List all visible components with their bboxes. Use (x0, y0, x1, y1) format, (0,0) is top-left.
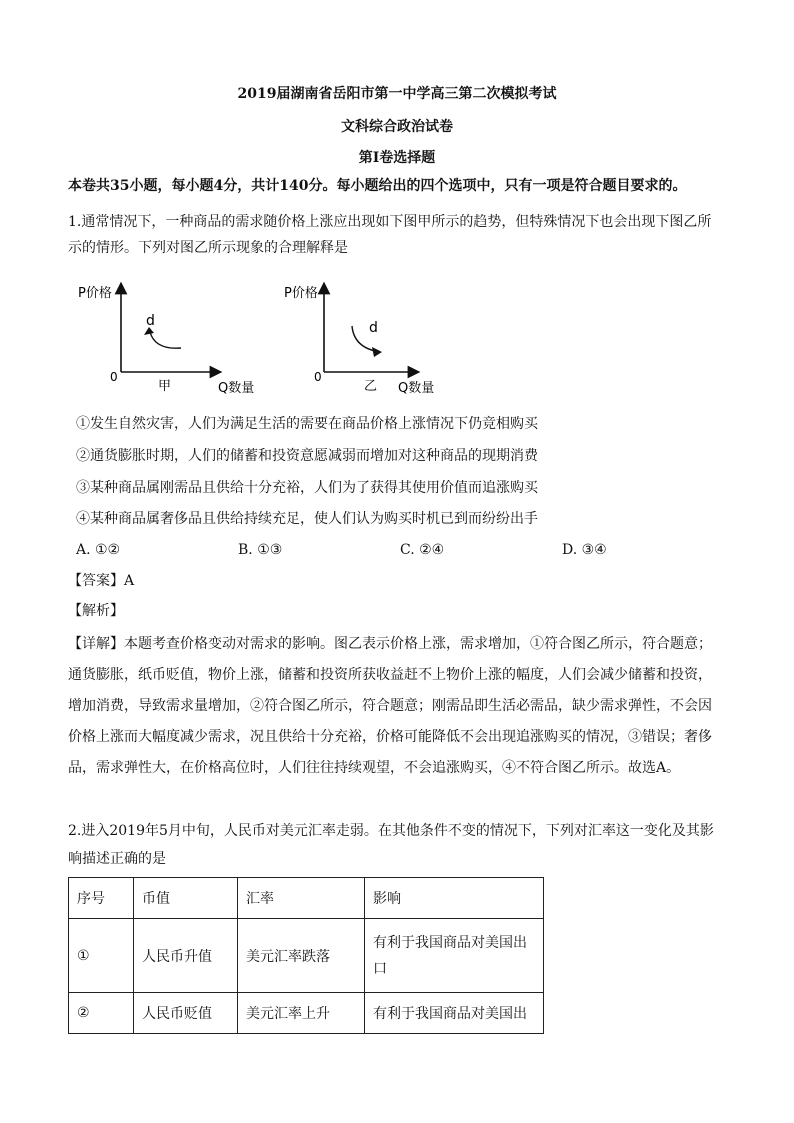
curve-arrow (372, 347, 382, 357)
x-axis-label: Q数量 (218, 381, 255, 396)
q1-stem-line1: 1.通常情况下，一种商品的需求随价格上涨应出现如下图甲所示的趋势，但特殊情况下也会出现下图乙所 (68, 214, 712, 230)
table-cell: ② (69, 993, 134, 1034)
table-header-row (69, 878, 544, 919)
demand-curve (150, 332, 181, 348)
q1-explain-line3: 增加消费，导致需求量增加，②符合图乙所示，符合题意；刚需品即生活必需品，缺少需求弹性，不会因 (68, 698, 712, 714)
q1-statement-2: ②通货膨胀时期，人们的储蓄和投资意愿减弱而增加对这种商品的现期消费 (76, 448, 538, 464)
q1-statement-4: ④某种商品属奢侈品且供给持续充足，使人们认为购买时机已到而纷纷出手 (76, 511, 538, 527)
table-row (69, 919, 544, 993)
header-cell: 影响 (365, 878, 544, 919)
table-cell: 美元汇率跌落 (238, 919, 365, 993)
table-row (69, 993, 544, 1034)
table-cell: ① (69, 919, 134, 993)
header-cell: 汇率 (238, 878, 365, 919)
graph-name: 乙 (364, 379, 378, 394)
q2-stem-line2: 响描述正确的是 (68, 851, 166, 867)
table-cell: 美元汇率上升 (238, 993, 365, 1034)
q1-answer: 【答案】A (68, 573, 135, 589)
q1-option-d: D. ③④ (562, 542, 607, 558)
cell-text-line: 口 (373, 960, 387, 977)
table-cell: 人民币升值 (134, 919, 238, 993)
q1-statement-1: ①发生自然灾害，人们为满足生活的需要在商品价格上涨情况下仍竞相购买 (76, 416, 538, 432)
q1-option-b: B. ①③ (238, 542, 283, 558)
exam-subtitle: 文科综合政治试卷 (341, 119, 453, 135)
q1-option-a: A. ①② (76, 542, 121, 558)
origin-label: 0 (314, 370, 322, 384)
header-cell: 序号 (69, 878, 134, 919)
header-cell: 币值 (134, 878, 238, 919)
instructions: 本卷共35小题，每小题4分，共计140分。每小题给出的四个选项中，只有一项是符合题目要求的。 (68, 178, 687, 194)
q2-stem-line1: 2.进入2019年5月中旬，人民币对美元汇率走弱。在其他条件不变的情况下，下列对汇率这一变化及其影 (68, 823, 714, 839)
q1-explain-line2: 通货膨胀，纸币贬值，物价上涨，储蓄和投资所获收益赶不上物价上涨的幅度，人们会减少储蓄和投资， (68, 667, 712, 683)
y-axis-label: P价格 (284, 286, 318, 301)
section-title: 第Ⅰ卷选择题 (358, 150, 436, 166)
graph-yi (284, 280, 460, 400)
origin-label: 0 (110, 370, 118, 384)
table-cell: 人民币贬值 (134, 993, 238, 1034)
q1-explain-line1: 【详解】本题考查价格变动对需求的影响。图乙表示价格上涨，需求增加，①符合图乙所示，符合题意； (68, 636, 712, 652)
q1-explain-line5: 品，需求弹性大，在价格高位时，人们往往持续观望，不会追涨购买，④不符合图乙所示。故选A。 (68, 760, 681, 776)
q1-statement-3: ③某种商品属刚需品且供给十分充裕，人们为了获得其使用价值而追涨购买 (76, 480, 538, 496)
curve-label: d (369, 320, 378, 336)
q1-explain-line4: 价格上涨而大幅度减少需求，况且供给十分充裕，价格可能降低不会出现追涨购买的情况，③错误；奢侈 (68, 729, 712, 745)
q1-analysis-label: 【解析】 (68, 603, 124, 619)
cell-text-line: 有利于我国商品对美国出 (373, 934, 527, 951)
table-cell (365, 919, 544, 993)
graph-jia (78, 280, 255, 400)
curve-label: d (146, 313, 155, 329)
table-cell: 有利于我国商品对美国出 (365, 993, 544, 1034)
graph-name: 甲 (158, 379, 172, 394)
q1-option-c: C. ②④ (400, 542, 445, 558)
exam-title: 2019届湖南省岳阳市第一中学高三第二次模拟考试 (237, 86, 557, 102)
x-axis-label: Q数量 (398, 381, 435, 396)
y-axis-label: P价格 (78, 286, 112, 301)
exchange-rate-table (68, 877, 544, 1034)
q1-stem-line2: 示的情形。下列对图乙所示现象的合理解释是 (68, 240, 348, 256)
